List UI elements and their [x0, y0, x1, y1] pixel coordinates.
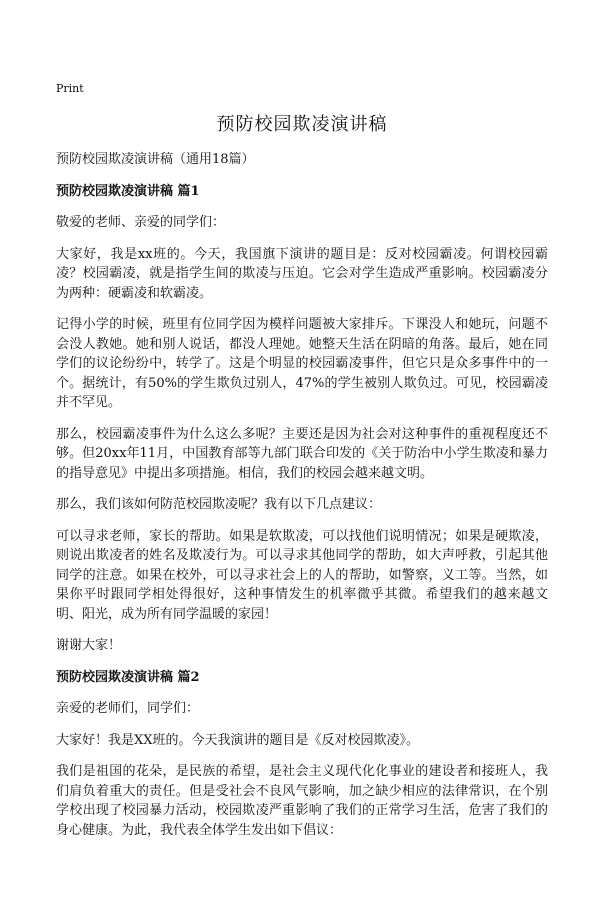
section-1-paragraph-3: 记得小学的时候，班里有位同学因为模样问题被大家排斥。下课没人和她玩，问题不会没人教她。她和别人说话，都没人理她。她整天生活在阴暗的角落。最后，她在同学们的议论纷纷中，转学了。这是个明显的校园霸凌事件，但它只是众多事件中的一个。据统计，有50%的学生欺负过别人，47%的学生被别人欺负过。可见，校园霸凌并不罕见。 — [56, 317, 548, 410]
section-2-paragraph-1: 亲爱的老师们，同学们： — [56, 701, 200, 716]
section-1-heading: 预防校园欺凌演讲稿 篇1 — [56, 183, 200, 199]
section-1-paragraph-4: 那么，校园霸凌事件为什么这么多呢？主要还是因为社会对这种事件的重视程度还不够。但20xx年11月，中国教育部等九部门联合印发的《关于防治中小学生欺凌和暴力的指导意见》中提出多项措施。相信，我们的校园会越来越文明。 — [56, 426, 548, 481]
section-1-paragraph-5: 那么，我们该如何防范校园欺凌呢？我有以下几点建议： — [56, 497, 382, 512]
section-1-paragraph-2: 大家好，我是xx班的。今天，我国旗下演讲的题目是：反对校园霸凌。何谓校园霸凌？校园霸凌，就是指学生间的欺凌与压迫。它会对学生造成严重影响。校园霸凌分为两种：硬霸凌和软霸凌。 — [56, 246, 548, 301]
document-title: 预防校园欺凌演讲稿 — [216, 114, 388, 135]
section-2-paragraph-2: 大家好！我是XX班的。今天我演讲的题目是《反对校园欺凌》。 — [56, 732, 420, 748]
section-2-paragraph-3: 我们是祖国的花朵，是民族的希望，是社会主义现代化化事业的建设者和接班人，我们肩负着重大的责任。但是受社会不良风气影响，加之缺少相应的法律常识，在个别学校出现了校园暴力活动，校园欺凌严重影响了我们的正常学习生活，危害了我们的身心健康。为此，我代表全体学生发出如下倡议： — [56, 764, 548, 838]
section-2-heading: 预防校园欺凌演讲稿 篇2 — [56, 669, 200, 685]
document-subtitle: 预防校园欺凌演讲稿（通用18篇） — [56, 152, 255, 167]
print-label: Print — [56, 82, 84, 95]
section-1-paragraph-1: 敬爱的老师、亲爱的同学们： — [56, 215, 226, 230]
section-1-paragraph-6: 可以寻求老师，家长的帮助。如果是软欺凌，可以找他们说明情况；如果是硬欺凌，则说出欺凌者的姓名及欺凌行为。可以寻求其他同学的帮助，如大声呼救，引起其他同学的注意。如果在校外，可以寻求社会上的人的帮助，如警察，义工等。当然，如果你平时跟同学相处得很好，这种事情发生的机率微乎其微。希望我们的越来越文明、阳光，成为所有同学温暖的家园！ — [56, 528, 548, 622]
section-1-paragraph-7: 谢谢大家！ — [56, 638, 122, 653]
